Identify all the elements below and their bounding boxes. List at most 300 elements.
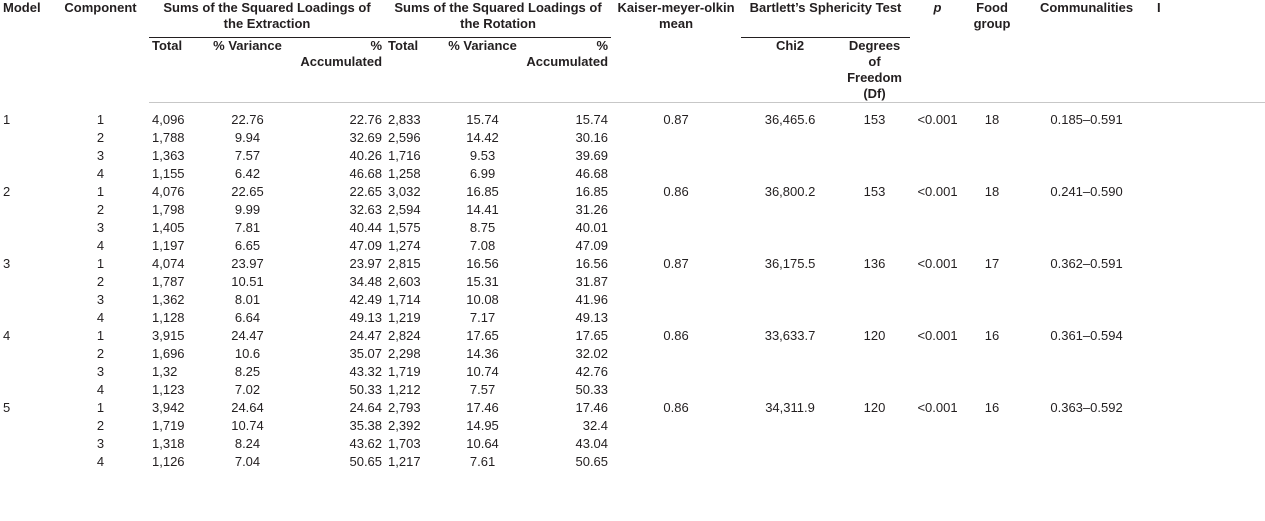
cell-extraction-accumulated: 43.62 [349,436,383,451]
cell-extraction-variance: 9.94 [234,130,261,145]
cell-extraction-accumulated: 23.97 [349,256,383,271]
cell-extraction-variance: 6.42 [234,166,261,181]
cell-food-group [965,453,1019,471]
cell-component: 3 [96,220,105,235]
cell-rotation-accumulated: 15.74 [575,112,609,127]
cell-extraction-variance: 24.47 [231,328,264,343]
cell-food-group [965,273,1019,291]
cell-chi2: 36,800.2 [764,184,816,199]
table-row [0,435,1265,453]
cell-rotation-variance: 6.99 [469,166,496,181]
cell-rotation-total: 1,703 [388,436,421,451]
cell-extraction-accumulated: 24.64 [349,400,383,415]
cell-kmo: 0.87 [663,112,689,127]
cell-extraction-accumulated: 43.32 [349,364,383,379]
cell-p [910,273,965,291]
cell-last [1154,273,1265,291]
cell-df [839,165,910,183]
cell-df [839,291,910,309]
cell-extraction-variance: 10.6 [234,346,261,361]
cell-communalities [1019,147,1154,165]
cell-chi2 [741,147,839,165]
cell-df [839,363,910,381]
cell-rotation-variance: 7.17 [469,310,496,325]
cell-component: 1 [96,400,105,415]
cell-rotation-total: 1,219 [388,310,421,325]
cell-communalities [1019,417,1154,435]
cell-extraction-variance: 10.51 [231,274,264,289]
cell-rotation-accumulated: 46.68 [575,166,609,181]
cell-food-group: 16 [984,400,1000,415]
cell-extraction-total: 1,798 [152,202,185,217]
cell-communalities [1019,237,1154,255]
cell-rotation-variance: 15.31 [466,274,499,289]
cell-rotation-total: 2,815 [388,256,421,271]
cell-rotation-variance: 9.53 [469,148,496,163]
cell-food-group: 16 [984,328,1000,343]
table-row [0,327,1265,345]
cell-df [839,345,910,363]
cell-rotation-accumulated: 31.26 [575,202,609,217]
cell-df [839,417,910,435]
cell-rotation-accumulated: 43.04 [575,436,609,451]
cell-extraction-accumulated: 22.76 [349,112,383,127]
cell-rotation-variance: 10.74 [466,364,499,379]
cell-communalities [1019,273,1154,291]
cell-df [839,273,910,291]
cell-component: 4 [96,382,105,397]
table-row [0,147,1265,165]
header-bartlett: Bartlett’s Sphericity Test [741,0,910,38]
cell-rotation-variance: 15.74 [466,112,499,127]
cell-p [910,129,965,147]
cell-rotation-total: 1,212 [388,382,421,397]
cell-kmo [611,453,741,471]
cell-extraction-accumulated: 34.48 [349,274,383,289]
cell-component: 4 [96,166,105,181]
cell-p: <0.001 [917,328,958,343]
cell-model [0,381,52,399]
table-row [0,111,1265,129]
cell-extraction-total: 1,787 [152,274,185,289]
cell-kmo: 0.86 [663,400,689,415]
cell-component: 4 [96,238,105,253]
cell-rotation-accumulated: 16.85 [575,184,609,199]
cell-last [1154,201,1265,219]
cell-last [1154,345,1265,363]
cell-chi2: 36,465.6 [764,112,816,127]
cell-last [1154,309,1265,327]
cell-kmo [611,417,741,435]
cell-extraction-variance: 24.64 [231,400,264,415]
cell-rotation-total: 1,575 [388,220,421,235]
cell-extraction-accumulated: 46.68 [349,166,383,181]
cell-chi2 [741,201,839,219]
cell-model: 5 [3,400,11,415]
header-kmo: Kaiser-meyer-olkin mean [617,0,735,31]
cell-extraction-variance: 7.57 [234,148,261,163]
cell-extraction-total: 1,123 [152,382,185,397]
table-row [0,453,1265,471]
cell-communalities [1019,201,1154,219]
cell-rotation-accumulated: 49.13 [575,310,609,325]
cell-rotation-accumulated: 50.33 [575,382,609,397]
cell-p [910,453,965,471]
cell-communalities: 0.362–0.591 [1050,256,1123,271]
cell-p: <0.001 [917,112,958,127]
cell-kmo [611,273,741,291]
cell-extraction-accumulated: 24.47 [349,328,383,343]
cell-food-group [965,129,1019,147]
cell-p [910,417,965,435]
cell-last [1154,237,1265,255]
cell-model: 2 [3,184,11,199]
cell-rotation-accumulated: 32.4 [582,418,609,433]
cell-df [839,381,910,399]
cell-rotation-variance: 14.42 [466,130,499,145]
cell-food-group [965,417,1019,435]
cell-rotation-total: 1,714 [388,292,421,307]
table-row [0,399,1265,417]
cell-extraction-accumulated: 50.33 [349,382,383,397]
cell-df [839,147,910,165]
cell-component: 1 [96,184,105,199]
header-rotation-accumulated: % Accumulated [526,38,609,69]
cell-rotation-accumulated: 42.76 [575,364,609,379]
cell-communalities [1019,219,1154,237]
cell-component: 3 [96,436,105,451]
table-row [0,219,1265,237]
cell-last [1154,327,1265,345]
cell-food-group [965,381,1019,399]
cell-rotation-variance: 7.61 [469,454,496,469]
cell-model [0,363,52,381]
cell-last [1154,435,1265,453]
cell-component: 3 [96,292,105,307]
cell-rotation-accumulated: 39.69 [575,148,609,163]
cell-kmo [611,381,741,399]
cell-component: 2 [96,202,105,217]
cell-chi2 [741,363,839,381]
cell-rotation-total: 2,298 [388,346,421,361]
cell-p [910,363,965,381]
cell-food-group: 18 [984,112,1000,127]
cell-extraction-total: 1,719 [152,418,185,433]
header-rotation-total: Total [388,38,419,53]
table-row [0,417,1265,435]
cell-component: 2 [96,418,105,433]
cell-rotation-total: 3,032 [388,184,421,199]
cell-extraction-variance: 6.64 [234,310,261,325]
cell-extraction-variance: 8.01 [234,292,261,307]
table-row [0,381,1265,399]
cell-rotation-accumulated: 17.46 [575,400,609,415]
cell-extraction-accumulated: 40.44 [349,220,383,235]
cell-communalities [1019,129,1154,147]
cell-chi2: 34,311.9 [765,400,815,415]
cell-rotation-accumulated: 41.96 [575,292,609,307]
cell-chi2 [741,165,839,183]
table-row [0,237,1265,255]
table-row [0,363,1265,381]
cell-rotation-accumulated: 47.09 [575,238,609,253]
header-component: Component [64,0,137,15]
cell-extraction-total: 1,788 [152,130,185,145]
cell-rotation-total: 2,603 [388,274,421,289]
cell-component: 1 [96,256,105,271]
cell-rotation-total: 2,594 [388,202,421,217]
cell-chi2 [741,453,839,471]
cell-kmo [611,309,741,327]
cell-chi2 [741,237,839,255]
header-chi2: Chi2 [775,38,805,53]
cell-last [1154,291,1265,309]
cell-rotation-total: 2,793 [388,400,421,415]
cell-component: 2 [96,346,105,361]
cell-extraction-total: 4,096 [152,112,185,127]
cell-kmo [611,435,741,453]
cell-extraction-total: 1,155 [152,166,185,181]
cell-kmo [611,147,741,165]
cell-df [839,201,910,219]
cell-model [0,237,52,255]
cell-kmo: 0.87 [663,256,689,271]
cell-extraction-accumulated: 42.49 [349,292,383,307]
cell-food-group: 18 [984,184,1000,199]
cell-chi2 [741,417,839,435]
cell-p [910,219,965,237]
table-body [0,103,1265,472]
cell-last [1154,111,1265,129]
cell-p [910,201,965,219]
cell-extraction-accumulated: 35.38 [349,418,383,433]
cell-component: 1 [96,112,105,127]
cell-extraction-total: 3,915 [152,328,185,343]
cell-p [910,165,965,183]
cell-kmo [611,291,741,309]
cell-extraction-variance: 6.65 [234,238,261,253]
header-food-group: Food group [973,0,1011,31]
cell-communalities [1019,165,1154,183]
cell-food-group [965,435,1019,453]
cell-extraction-total: 1,197 [152,238,185,253]
cell-extraction-variance: 7.02 [234,382,261,397]
cell-last [1154,219,1265,237]
cell-chi2 [741,435,839,453]
cell-kmo [611,345,741,363]
cell-communalities: 0.241–0.590 [1050,184,1123,199]
table-row [0,273,1265,291]
cell-last [1154,363,1265,381]
cell-rotation-accumulated: 50.65 [575,454,609,469]
cell-food-group [965,309,1019,327]
cell-chi2: 33,633.7 [764,328,816,343]
cell-model: 3 [3,256,11,271]
cell-extraction-variance: 9.99 [234,202,261,217]
cell-chi2 [741,345,839,363]
header-rotation: Sums of the Squared Loadings of the Rotation [385,0,611,38]
cell-chi2 [741,273,839,291]
cell-rotation-total: 2,824 [388,328,421,343]
cell-extraction-total: 1,318 [152,436,185,451]
cell-chi2 [741,129,839,147]
cell-kmo [611,129,741,147]
cell-communalities: 0.361–0.594 [1050,328,1123,343]
cell-df: 136 [863,256,886,271]
cell-p [910,435,965,453]
cell-p: <0.001 [917,256,958,271]
cell-rotation-variance: 14.95 [466,418,499,433]
cell-model: 1 [3,112,11,127]
cell-rotation-variance: 14.36 [466,346,499,361]
cell-extraction-total: 4,074 [152,256,185,271]
cell-rotation-variance: 8.75 [469,220,496,235]
cell-last [1154,399,1265,417]
cell-extraction-variance: 8.24 [234,436,261,451]
cell-rotation-total: 1,274 [388,238,421,253]
cell-chi2 [741,381,839,399]
cell-food-group [965,237,1019,255]
cell-rotation-total: 1,217 [388,454,421,469]
cell-extraction-total: 1,126 [152,454,185,469]
header-extraction-accumulated: % Accumulated [300,38,383,69]
cell-p [910,309,965,327]
cell-rotation-variance: 7.57 [469,382,496,397]
cell-communalities [1019,345,1154,363]
cell-rotation-accumulated: 16.56 [575,256,609,271]
cell-model [0,147,52,165]
table-row [0,345,1265,363]
cell-p [910,345,965,363]
cell-extraction-accumulated: 22.65 [349,184,383,199]
cell-chi2: 36,175.5 [764,256,816,271]
cell-extraction-accumulated: 32.69 [349,130,383,145]
cell-rotation-variance: 17.65 [466,328,499,343]
cell-communalities: 0.363–0.592 [1050,400,1123,415]
cell-extraction-variance: 23.97 [231,256,264,271]
cell-model [0,291,52,309]
cell-kmo: 0.86 [663,184,689,199]
cell-last [1154,147,1265,165]
cell-extraction-variance: 22.76 [231,112,264,127]
cell-rotation-variance: 16.56 [466,256,499,271]
cell-rotation-accumulated: 31.87 [575,274,609,289]
cell-model [0,129,52,147]
table-row [0,201,1265,219]
cell-rotation-total: 1,258 [388,166,421,181]
cell-component: 3 [96,364,105,379]
header-last-column: I [1157,0,1161,15]
cell-kmo [611,165,741,183]
cell-communalities [1019,363,1154,381]
cell-extraction-total: 1,363 [152,148,185,163]
cell-p [910,291,965,309]
header-extraction-total: Total [152,38,183,53]
cell-rotation-variance: 14.41 [466,202,499,217]
cell-rotation-variance: 10.08 [466,292,499,307]
cell-extraction-accumulated: 40.26 [349,148,383,163]
header-extraction-variance: % Variance [213,38,282,53]
cell-communalities [1019,309,1154,327]
cell-communalities [1019,381,1154,399]
cell-p [910,147,965,165]
cell-kmo: 0.86 [663,328,689,343]
cell-last [1154,129,1265,147]
cell-last [1154,255,1265,273]
cell-df [839,219,910,237]
cell-extraction-accumulated: 32.63 [349,202,383,217]
cell-model [0,309,52,327]
cell-extraction-total: 4,076 [152,184,185,199]
cell-component: 4 [96,454,105,469]
cell-component: 2 [96,274,105,289]
cell-df: 153 [863,112,886,127]
cell-food-group [965,165,1019,183]
cell-p [910,237,965,255]
cell-model [0,219,52,237]
header-model: Model [3,0,41,15]
cell-component: 1 [96,328,105,343]
cell-extraction-variance: 10.74 [231,418,264,433]
cell-extraction-accumulated: 49.13 [349,310,383,325]
cell-communalities [1019,453,1154,471]
cell-communalities [1019,435,1154,453]
cell-kmo [611,363,741,381]
cell-chi2 [741,309,839,327]
cell-rotation-total: 2,833 [388,112,421,127]
cell-rotation-accumulated: 17.65 [575,328,609,343]
cell-rotation-total: 1,716 [388,148,421,163]
header-communalities: Communalities [1039,0,1134,15]
cell-chi2 [741,291,839,309]
cell-rotation-total: 2,392 [388,418,421,433]
cell-food-group [965,291,1019,309]
cell-extraction-variance: 22.65 [231,184,264,199]
cell-df: 120 [863,328,886,343]
cell-df [839,237,910,255]
cell-rotation-accumulated: 32.02 [575,346,609,361]
cell-last [1154,453,1265,471]
header-extraction: Sums of the Squared Loadings of the Extraction [149,0,385,38]
cell-rotation-accumulated: 30.16 [575,130,609,145]
cell-extraction-variance: 8.25 [234,364,261,379]
cell-food-group: 17 [984,256,1000,271]
cell-df: 120 [863,400,886,415]
cell-model [0,201,52,219]
cell-food-group [965,345,1019,363]
cell-chi2 [741,219,839,237]
cell-component: 4 [96,310,105,325]
cell-kmo [611,219,741,237]
cell-df: 153 [863,184,886,199]
header-df: Degrees of Freedom (Df) [847,38,902,101]
cell-food-group [965,201,1019,219]
cell-rotation-variance: 16.85 [466,184,499,199]
cell-last [1154,381,1265,399]
cell-extraction-total: 3,942 [152,400,185,415]
cell-df [839,453,910,471]
cell-extraction-accumulated: 50.65 [349,454,383,469]
cell-extraction-total: 1,32 [152,364,178,379]
cell-last [1154,165,1265,183]
cell-food-group [965,219,1019,237]
cell-df [839,435,910,453]
cell-rotation-variance: 10.64 [466,436,499,451]
cell-communalities [1019,291,1154,309]
cell-model [0,345,52,363]
cell-rotation-total: 1,719 [388,364,421,379]
cell-p: <0.001 [917,184,958,199]
